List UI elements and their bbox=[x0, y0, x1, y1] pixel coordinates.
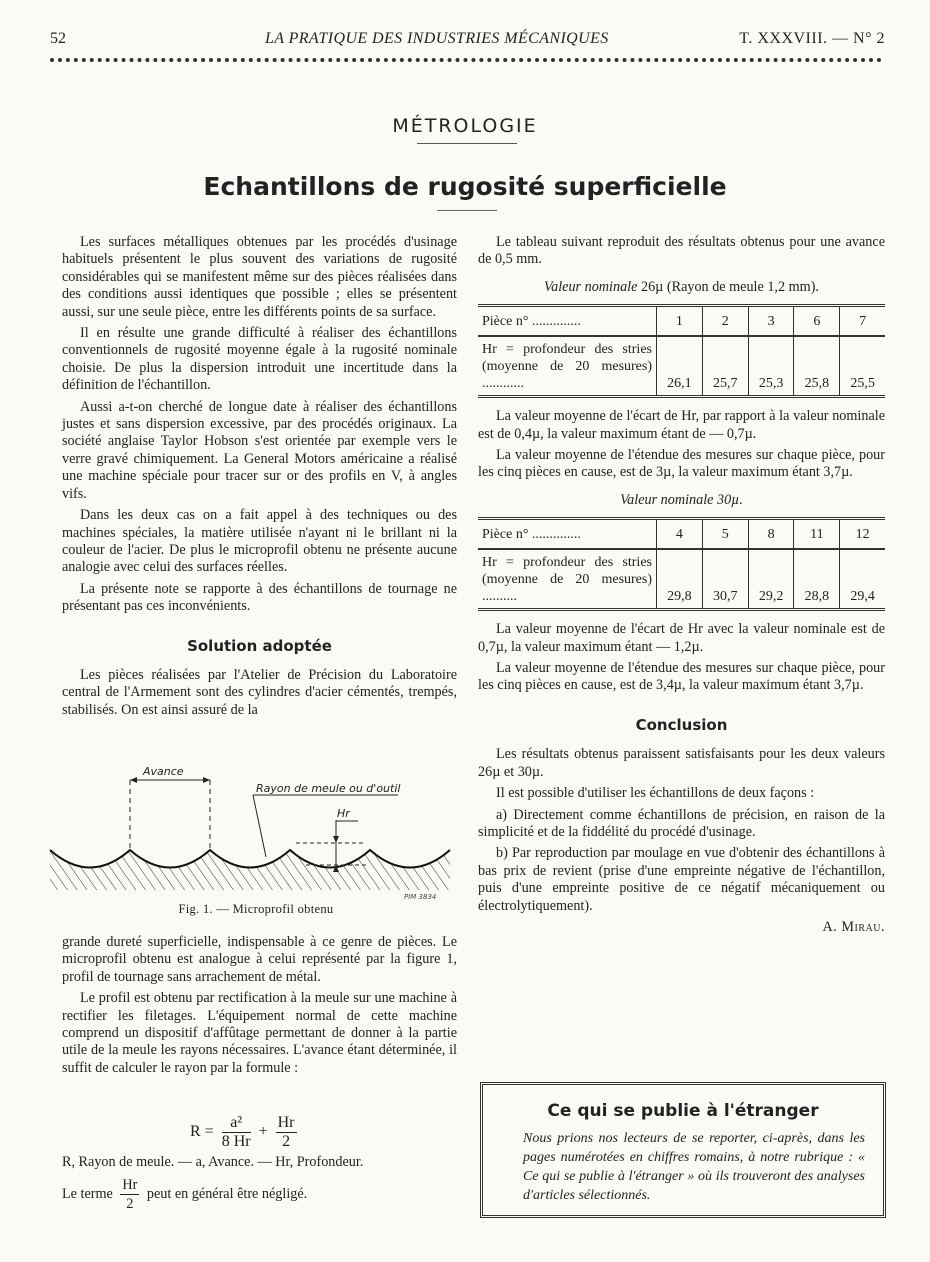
fraction bbox=[276, 1114, 297, 1151]
table-cell: 12 bbox=[840, 519, 885, 550]
denominator: 8 Hr bbox=[221, 1133, 251, 1150]
table-cell: 25,7 bbox=[702, 336, 748, 397]
left-column-continued bbox=[62, 934, 457, 1081]
paragraph: a) Directement comme échantillons de précision, en raison de la simplicité et de la fiddélité du procédé d'usinage. bbox=[478, 806, 885, 840]
caption-normal: 26µ (Rayon de meule 1,2 mm). bbox=[640, 278, 819, 295]
table-cell: 4 bbox=[657, 519, 703, 550]
title-rule bbox=[437, 210, 497, 211]
subheading-conclusion: Conclusion bbox=[635, 715, 728, 734]
table-cell: 29,4 bbox=[840, 549, 885, 610]
table-cell: 28,8 bbox=[794, 549, 840, 610]
journal-title: LA PRATIQUE DES INDUSTRIES MÉCANIQUES bbox=[265, 30, 609, 47]
table-cell: 11 bbox=[794, 519, 840, 550]
author-signature: A. Mirau. bbox=[822, 918, 885, 935]
paragraph: grande dureté superficielle, indispensable à ce genre de pièces. Le microprofil obtenu est analogue à celui représenté par la figure 1, profil de tournage sans arrachement de métal. bbox=[62, 934, 457, 985]
paragraph: Il est possible d'utiliser les échantillons de deux façons : bbox=[496, 785, 815, 802]
formula-lhs: R = bbox=[190, 1123, 214, 1141]
fraction bbox=[222, 1114, 251, 1151]
section-title: MÉTROLOGIE bbox=[392, 115, 538, 137]
formula-rayon bbox=[190, 1114, 301, 1151]
paragraph: Le tableau suivant reproduit des résultats obtenus pour une avance de 0,5 mm. bbox=[478, 234, 885, 268]
final-sentence bbox=[62, 1176, 457, 1213]
table-header-cell: Hr = profondeur des stries (moyenne de 20 mesures) .......... bbox=[482, 555, 652, 605]
figure-caption: Fig. 1. — Microprofil obtenu bbox=[178, 902, 334, 916]
table-cell: 6 bbox=[794, 306, 840, 337]
table-cell: 30,7 bbox=[702, 549, 748, 610]
final-pre: Le terme bbox=[62, 1185, 113, 1202]
table-cell: 1 bbox=[657, 306, 703, 337]
article-title: Echantillons de rugosité superficielle bbox=[203, 172, 727, 201]
paragraph: Dans les deux cas on a fait appel à des techniques ou des machines spéciales, la matière utilisée n'ayant ni le brillant ni la couleur de l'acier. De plus le microprofil obtenu ne présente aucune analogie avec celui des surfaces réelles. bbox=[62, 507, 457, 576]
notice-box bbox=[480, 1082, 886, 1218]
fraction bbox=[120, 1176, 139, 1213]
table-row bbox=[478, 306, 885, 337]
table-row bbox=[478, 519, 885, 550]
paragraph: La valeur moyenne de l'étendue des mesures sur chaque pièce, pour les cinq pièces en cause, est de 3,4µ, la valeur maximum étant 3,7µ. bbox=[478, 660, 885, 694]
table-cell: 25,8 bbox=[794, 336, 840, 397]
paragraph: La présente note se rapporte à des échantillons de tournage ne présentant pas ces inconvénients. bbox=[62, 580, 457, 615]
paragraph: Le profil est obtenu par rectification à la meule sur une machine à rectifier les filetages. L'équipement normal de cette machine comprend un dispositif d'affûtage permettant de donner à la partie utile de la meule les rayons nécessaires. L'avance étant déterminée, il suffit de calculer le rayon par la formule : bbox=[62, 990, 457, 1076]
table-cell: 25,5 bbox=[840, 336, 885, 397]
label-avance: Avance bbox=[143, 765, 184, 778]
formula-legend: R, Rayon de meule. — a, Avance. — Hr, Profondeur. bbox=[62, 1154, 364, 1170]
figure-microprofile bbox=[48, 765, 460, 915]
table-row bbox=[478, 336, 885, 397]
paragraph: La valeur moyenne de l'étendue des mesures sur chaque pièce, pour les cinq pièces en cause, est de 3µ, la valeur maximum étant 3,7µ. bbox=[478, 447, 885, 481]
numerator: a² bbox=[222, 1114, 251, 1133]
label-hr: Hr bbox=[337, 807, 350, 820]
plus-sign: + bbox=[258, 1123, 268, 1141]
numerator: Hr bbox=[122, 1177, 138, 1193]
table-cell: 7 bbox=[840, 306, 885, 337]
subheading-solution: Solution adoptée bbox=[187, 636, 332, 655]
table-header-cell: Pièce n° .............. bbox=[478, 306, 657, 337]
table-header-cell: Hr = profondeur des stries (moyenne de 20 mesures) ............ bbox=[482, 342, 652, 392]
table-cell: 26,1 bbox=[657, 336, 703, 397]
figure-stamp: PIM 3834 bbox=[404, 893, 437, 901]
table-nominal-26 bbox=[478, 304, 885, 398]
paragraph: Les résultats obtenus paraissent satisfaisants pour les deux valeurs 26µ et 30µ. bbox=[478, 746, 885, 780]
table-cell: 8 bbox=[748, 519, 794, 550]
paragraph: Aussi a-t-on cherché de longue date à réaliser des échantillons justes et sans dispersion excessive, par des procédés originaux. La société anglaise Taylor Hobson s'est orientée par exemple vers le verre gravé chimiquement. La General Motors américaine a réalisé une machine spéciale pour tracer sur or des profils en V, à angles vifs. bbox=[62, 398, 457, 502]
table-cell: 2 bbox=[702, 306, 748, 337]
paragraph: Les surfaces métalliques obtenues par les procédés d'usinage habituels présentent le plus souvent des variations de rugosité considérables qui se manifestent même sur des pièces réalisées dans des conditions aussi identiques que possible ; elles se présentent aussi, sur une seule pièce, entre les différents points de sa surface. bbox=[62, 234, 457, 320]
table2-caption: Valeur nominale 30µ. bbox=[620, 491, 743, 508]
caption-italic: Valeur nominale bbox=[544, 278, 638, 295]
notice-text: Nous prions nos lecteurs de se reporter, ci-après, dans les pages numérotées en chiffres romains, à notre rubrique : « Ce qui se publie à l'étranger » où ils trouveront des analyses d'articles sélectionnés. bbox=[523, 1131, 865, 1203]
volume-number: T. XXXVIII. — N° 2 bbox=[739, 30, 885, 47]
table-cell: 3 bbox=[748, 306, 794, 337]
numerator: Hr bbox=[277, 1114, 295, 1131]
label-rayon: Rayon de meule ou d'outil bbox=[256, 782, 401, 795]
table-cell: 25,3 bbox=[748, 336, 794, 397]
table1-caption bbox=[478, 279, 885, 296]
page-number: 52 bbox=[50, 30, 66, 47]
table-cell: 5 bbox=[702, 519, 748, 550]
paragraph: Il en résulte une grande difficulté à réaliser des échantillons conventionnels de rugosité moyenne égale à la rugosité nominale choisie. De plus la dispersion introduit une incertitude dans la définition de l'échantillon. bbox=[62, 325, 457, 394]
table-row bbox=[478, 549, 885, 610]
section-rule bbox=[417, 143, 517, 144]
microprofile-diagram bbox=[48, 765, 460, 905]
denominator: 2 bbox=[282, 1133, 291, 1150]
paragraph: Les pièces réalisées par l'Atelier de Précision du Laboratoire central de l'Armement sont des cylindres d'acier cémentés, trempés, stabilisés. On est ainsi assuré de la bbox=[62, 666, 457, 718]
running-header bbox=[50, 30, 885, 50]
paragraph: b) Par reproduction par moulage en vue d'obtenir des échantillons à bas prix de revient (prise d'une empreinte négative de l'échantillon, puis d'une empreinte positive de ce négatif mécaniquement ou électrolytiquement). bbox=[478, 845, 885, 914]
dotted-divider bbox=[50, 58, 882, 62]
left-column bbox=[62, 234, 457, 723]
table-header-cell: Pièce n° .............. bbox=[478, 519, 657, 550]
table-cell: 29,2 bbox=[748, 549, 794, 610]
table-cell: 29,8 bbox=[657, 549, 703, 610]
paragraph: La valeur moyenne de l'écart de Hr avec la valeur nominale est de 0,7µ, la valeur maximum étant — 1,2µ. bbox=[478, 621, 885, 655]
denominator: 2 bbox=[126, 1196, 134, 1212]
final-post: peut en général être négligé. bbox=[146, 1185, 308, 1202]
paragraph: La valeur moyenne de l'écart de Hr, par rapport à la valeur nominale est de 0,4µ, la valeur maximum étant de — 0,7µ. bbox=[478, 408, 885, 442]
right-column bbox=[478, 234, 885, 936]
notice-title: Ce qui se publie à l'étranger bbox=[547, 1101, 819, 1121]
table-nominal-30 bbox=[478, 517, 885, 611]
